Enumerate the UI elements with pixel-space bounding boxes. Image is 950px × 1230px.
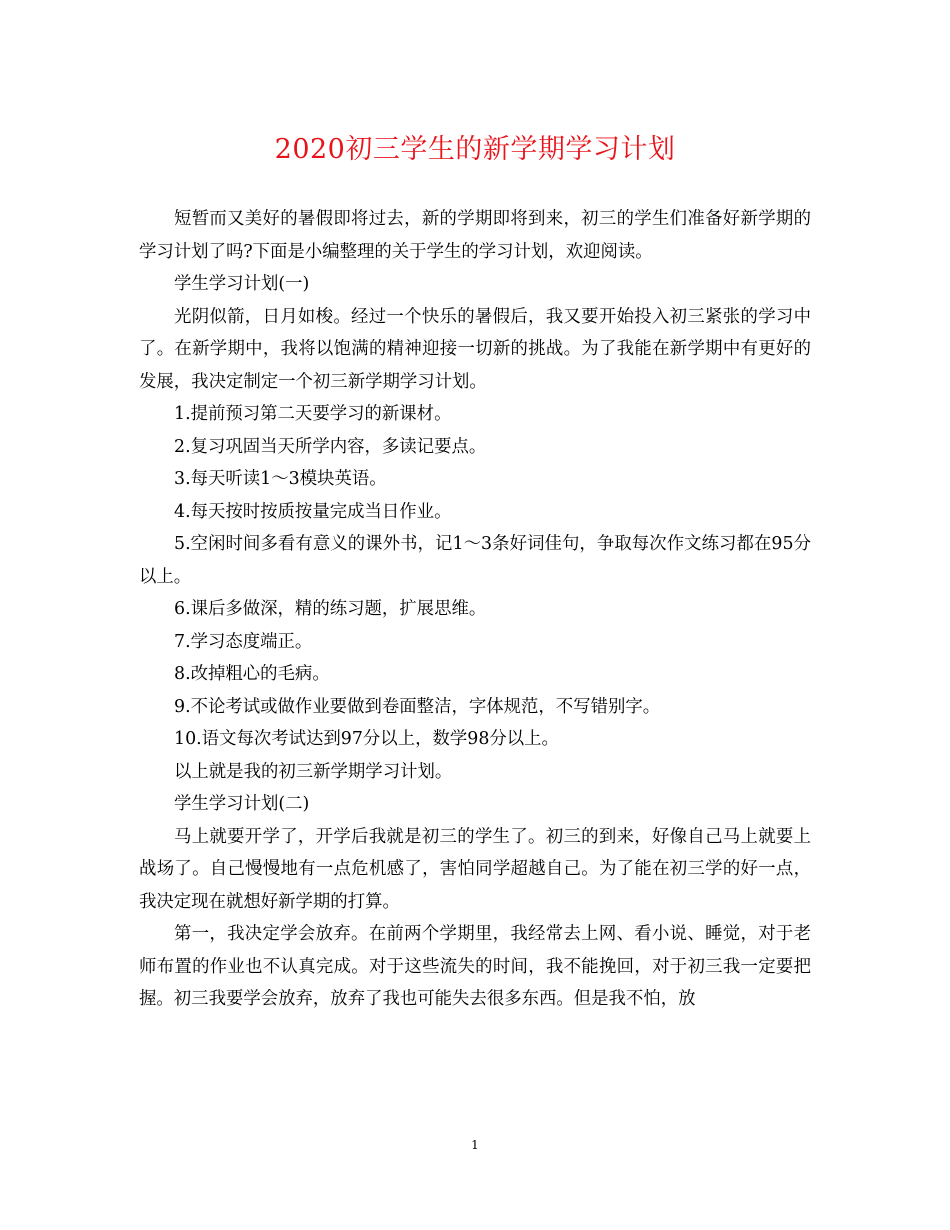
page-number: 1 (471, 1138, 479, 1152)
paragraph: 以上就是我的初三新学期学习计划。 (174, 761, 453, 782)
list-item: 4.每天按时按质按量完成当日作业。 (174, 501, 452, 522)
section-heading-plan-2: 学生学习计划(二) (174, 794, 310, 814)
list-item: 8.改掉粗心的毛病。 (174, 664, 330, 684)
section-heading-plan-1: 学生学习计划(一) (174, 274, 310, 294)
document-title: 2020初三学生的新学期学习计划 (274, 134, 676, 165)
list-item: 5.空闲时间多看有意义的课外书，记1～3条好词佳句，争取每次作文练习都在95分以上。 (139, 534, 811, 587)
paragraph: 光阴似箭，日月如梭。经过一个快乐的暑假后，我又要开始投入初三紧张的学习中了。在新学期中，我将以饱满的精神迎接一切新的挑战。为了我能在新学期中有更好的发展，我决定制定一个初三新学期学习计划。 (139, 306, 811, 392)
list-item: 1.提前预习第二天要学习的新课材。 (174, 404, 452, 424)
paragraph-intro: 短暂而又美好的暑假即将过去，新的学期即将到来，初三的学生们准备好新学期的学习计划了吗?下面是小编整理的关于学生的学习计划，欢迎阅读。 (139, 209, 811, 262)
list-item: 2.复习巩固当天所学内容，多读记要点。 (174, 436, 487, 457)
list-item: 10.语文每次考试达到97分以上，数学98分以上。 (174, 729, 559, 749)
list-item: 6.课后多做深，精的练习题，扩展思维。 (174, 599, 487, 619)
list-item: 3.每天听读1～3模块英语。 (174, 469, 387, 489)
paragraph: 马上就要开学了，开学后我就是初三的学生了。初三的到来，好像自己马上就要上战场了。自己慢慢地有一点危机感了，害怕同学超越自己。为了能在初三学的好一点，我决定现在就想好新学期的打算。 (139, 826, 811, 912)
list-item: 7.学习态度端正。 (174, 631, 313, 652)
list-item: 9.不论考试或做作业要做到卷面整洁，字体规范，不写错别字。 (174, 696, 661, 717)
paragraph: 第一，我决定学会放弃。在前两个学期里，我经常去上网、看小说、睡觉，对于老师布置的作业也不认真完成。对于这些流失的时间，我不能挽回，对于初三我一定要把握。初三我要学会放弃，放弃了我也可能失去很多东西。但是我不怕，放 (139, 924, 811, 1009)
document-body (139, 203, 811, 1016)
